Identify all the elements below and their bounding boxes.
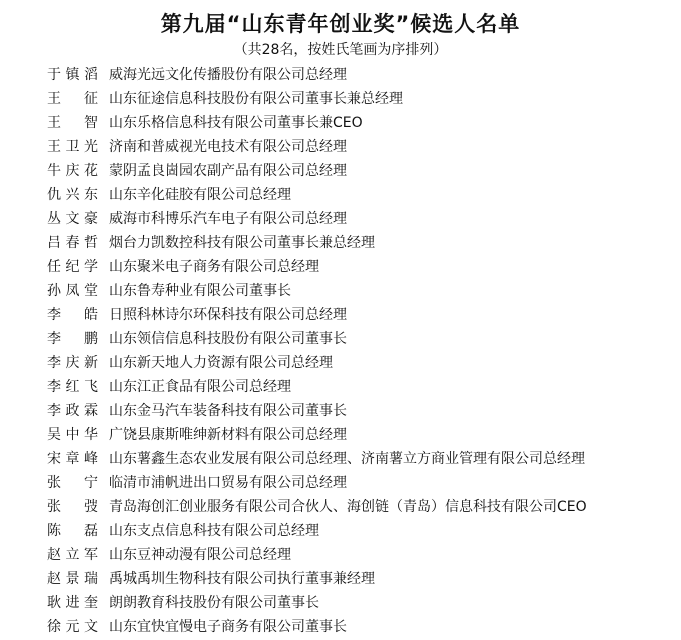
candidate-company: 山东辛化硅胶有限公司总经理: [109, 187, 291, 203]
candidate-name: 仇兴东: [47, 187, 98, 203]
candidate-name: 李政霖: [47, 403, 98, 419]
candidate-company: 朗朗教育科技股份有限公司董事长: [109, 595, 319, 611]
candidate-company: 山东支点信息科技有限公司总经理: [109, 523, 319, 539]
candidate-name: 李红飞: [47, 379, 98, 395]
list-item: [47, 351, 587, 375]
candidate-company: 山东薯鑫生态农业发展有限公司总经理、济南薯立方商业管理有限公司总经理: [109, 451, 585, 467]
list-item: [47, 255, 587, 279]
list-item: [47, 159, 587, 183]
list-item: [47, 519, 587, 543]
candidate-name: 王 智: [47, 115, 98, 131]
list-item: [47, 471, 587, 495]
candidate-company: 威海市科博乐汽车电子有限公司总经理: [109, 211, 347, 227]
candidate-name: 王卫光: [47, 139, 98, 155]
candidate-company: 山东新天地人力资源有限公司总经理: [109, 355, 333, 371]
list-item: [47, 447, 587, 471]
candidate-name: 赵景瑞: [47, 571, 98, 587]
list-item: [47, 495, 587, 519]
candidate-name: 任纪学: [47, 259, 98, 275]
candidate-name: 宋章峰: [47, 451, 98, 467]
candidate-company: 山东领信信息科技股份有限公司董事长: [109, 331, 347, 347]
candidate-list: [47, 63, 587, 639]
candidate-name: 赵立军: [47, 547, 98, 563]
list-item: [47, 423, 587, 447]
list-item: [47, 183, 587, 207]
candidate-company: 威海光远文化传播股份有限公司总经理: [109, 67, 347, 83]
list-item: [47, 231, 587, 255]
page-subtitle: （共28名，按姓氏笔画为序排列）: [233, 42, 448, 58]
list-item: [47, 111, 587, 135]
list-item: [47, 135, 587, 159]
candidate-company: 青岛海创汇创业服务有限公司合伙人、海创链（青岛）信息科技有限公司CEO: [109, 499, 587, 515]
list-item: [47, 591, 587, 615]
candidate-company: 济南和普威视光电技术有限公司总经理: [109, 139, 347, 155]
candidate-name: 吴中华: [47, 427, 98, 443]
candidate-company: 日照科林诗尔环保科技有限公司总经理: [109, 307, 347, 323]
candidate-name: 张 宁: [47, 475, 98, 491]
candidate-company: 山东豆神动漫有限公司总经理: [109, 547, 291, 563]
candidate-company: 禹城禹圳生物科技有限公司执行董事兼经理: [109, 571, 375, 587]
list-item: [47, 87, 587, 111]
list-item: [47, 399, 587, 423]
candidate-name: 耿进奎: [47, 595, 98, 611]
candidate-company: 临清市浦帆进出口贸易有限公司总经理: [109, 475, 347, 491]
candidate-company: 山东征途信息科技股份有限公司董事长兼总经理: [109, 91, 403, 107]
candidate-name: 李 鹏: [47, 331, 98, 347]
list-item: [47, 615, 587, 639]
list-item: [47, 279, 587, 303]
candidate-company: 广饶县康斯唯绅新材料有限公司总经理: [109, 427, 347, 443]
list-item: [47, 567, 587, 591]
list-item: [47, 63, 587, 87]
candidate-company: 蒙阴孟良崮园农副产品有限公司总经理: [109, 163, 347, 179]
candidate-company: 山东金马汽车装备科技有限公司董事长: [109, 403, 347, 419]
candidate-company: 山东宜快宜慢电子商务有限公司董事长: [109, 619, 347, 635]
candidate-company: 山东聚米电子商务有限公司总经理: [109, 259, 319, 275]
list-item: [47, 303, 587, 327]
list-item: [47, 327, 587, 351]
candidate-company: 山东鲁寿种业有限公司董事长: [109, 283, 291, 299]
candidate-name: 丛文豪: [47, 211, 98, 227]
candidate-name: 吕春哲: [47, 235, 98, 251]
candidate-name: 孙凤堂: [47, 283, 98, 299]
candidate-company: 山东乐格信息科技有限公司董事长兼CEO: [109, 115, 363, 131]
list-item: [47, 375, 587, 399]
candidate-name: 牛庆花: [47, 163, 98, 179]
page-title: 第九届“山东青年创业奖”候选人名单: [160, 12, 521, 36]
candidate-name: 于镇滔: [47, 67, 98, 83]
list-item: [47, 207, 587, 231]
candidate-name: 徐元文: [47, 619, 98, 635]
candidate-name: 张 弢: [47, 499, 98, 515]
candidate-company: 烟台力凯数控科技有限公司董事长兼总经理: [109, 235, 375, 251]
candidate-name: 李庆新: [47, 355, 98, 371]
candidate-company: 山东江正食品有限公司总经理: [109, 379, 291, 395]
candidate-name: 李 皓: [47, 307, 98, 323]
candidate-name: 陈 磊: [47, 523, 98, 539]
candidate-name: 王 征: [47, 91, 98, 107]
list-item: [47, 543, 587, 567]
